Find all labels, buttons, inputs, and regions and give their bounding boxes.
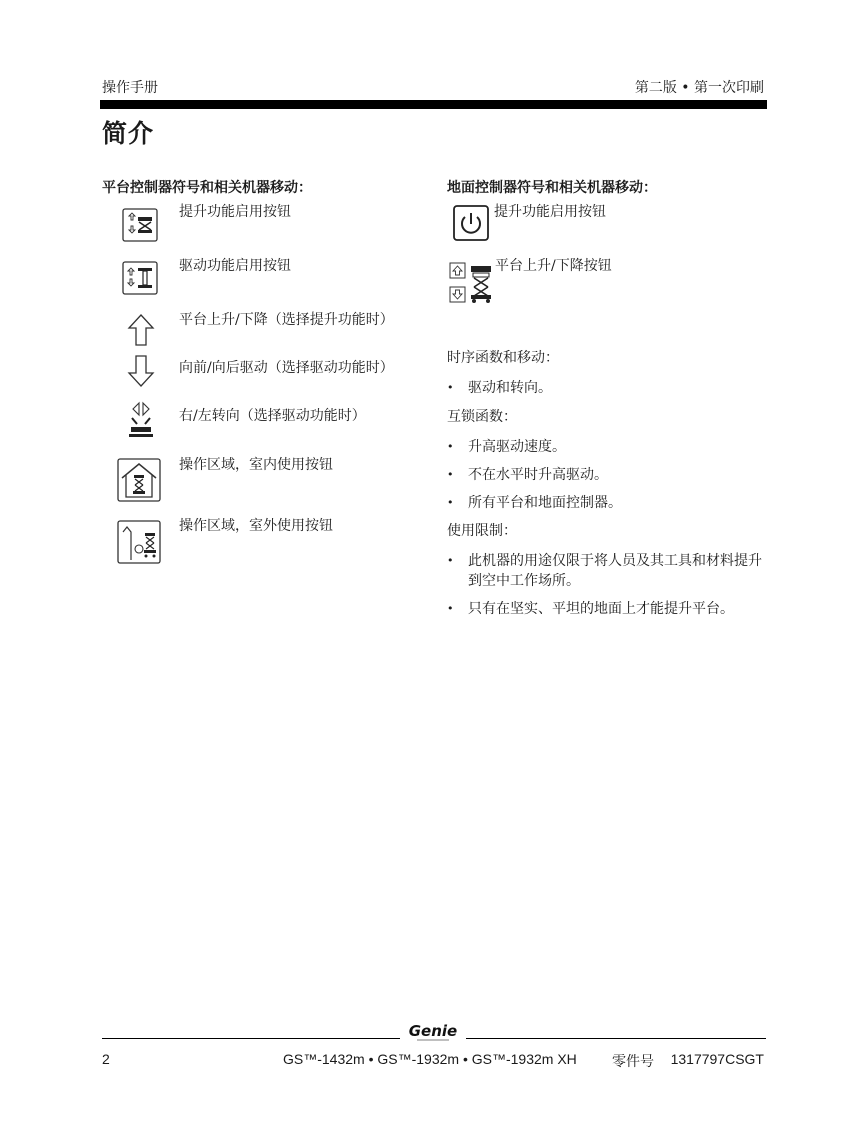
timing-heading: 时序函数和移动： bbox=[447, 350, 559, 366]
list-item: • 所有平台和地面控制器。 bbox=[447, 493, 768, 513]
up-arrow-icon bbox=[127, 313, 155, 351]
page-number: 2 bbox=[102, 1051, 110, 1067]
ground-lift-enable-label: 提升功能启用按钮 bbox=[494, 204, 606, 220]
steer-label: 右/左转向（选择驱动功能时） bbox=[179, 408, 366, 424]
ground-platform-up-down-label: 平台上升/下降按钮 bbox=[495, 258, 612, 274]
platform-up-down-label: 平台上升/下降（选择提升功能时） bbox=[179, 312, 394, 328]
power-icon bbox=[453, 205, 489, 245]
list-item: • 只有在坚实、平坦的地面上才能提升平台。 bbox=[447, 599, 768, 619]
list-item: • 不在水平时升高驱动。 bbox=[447, 465, 768, 485]
part-number: 1317797CSGT bbox=[670, 1051, 764, 1067]
drive-enable-icon bbox=[122, 261, 158, 299]
outdoor-zone-label: 操作区域，室外使用按钮 bbox=[179, 518, 333, 534]
svg-text:Genie: Genie bbox=[408, 1022, 458, 1040]
indoor-zone-label: 操作区域，室内使用按钮 bbox=[179, 457, 333, 473]
interlock-heading: 互锁函数： bbox=[447, 409, 517, 425]
usage-heading: 使用限制： bbox=[447, 523, 517, 539]
down-arrow-icon bbox=[127, 354, 155, 392]
list-item: • 驱动和转向。 bbox=[447, 378, 768, 398]
edition-info: 第二版 • 第一次印刷 bbox=[634, 80, 764, 96]
list-item: • 升高驱动速度。 bbox=[447, 437, 768, 457]
ground-controls-heading: 地面控制器符号和相关机器移动： bbox=[447, 180, 657, 196]
footer-rule-left bbox=[102, 1038, 400, 1039]
platform-up-down-icon bbox=[449, 260, 495, 308]
drive-forward-back-label: 向前/向后驱动（选择驱动功能时） bbox=[179, 360, 394, 376]
part-number-label: 零件号 bbox=[612, 1054, 654, 1070]
lift-enable-label: 提升功能启用按钮 bbox=[179, 204, 291, 220]
footer-rule-right bbox=[466, 1038, 766, 1039]
page-title: 简介 bbox=[102, 119, 155, 148]
header-rule bbox=[100, 100, 767, 109]
steer-icon bbox=[125, 400, 157, 444]
model-list: GS™-1432m • GS™-1932m • GS™-1932m XH bbox=[283, 1051, 577, 1067]
indoor-zone-icon bbox=[117, 458, 161, 506]
drive-enable-label: 驱动功能启用按钮 bbox=[179, 258, 291, 274]
list-item: • 此机器的用途仅限于将人员及其工具和材料提升到空中工作场所。 bbox=[447, 551, 768, 591]
platform-controls-heading: 平台控制器符号和相关机器移动： bbox=[102, 180, 312, 196]
genie-logo bbox=[405, 1021, 461, 1043]
lift-enable-icon bbox=[122, 208, 158, 246]
manual-title: 操作手册 bbox=[102, 80, 158, 96]
outdoor-zone-icon bbox=[117, 520, 161, 568]
